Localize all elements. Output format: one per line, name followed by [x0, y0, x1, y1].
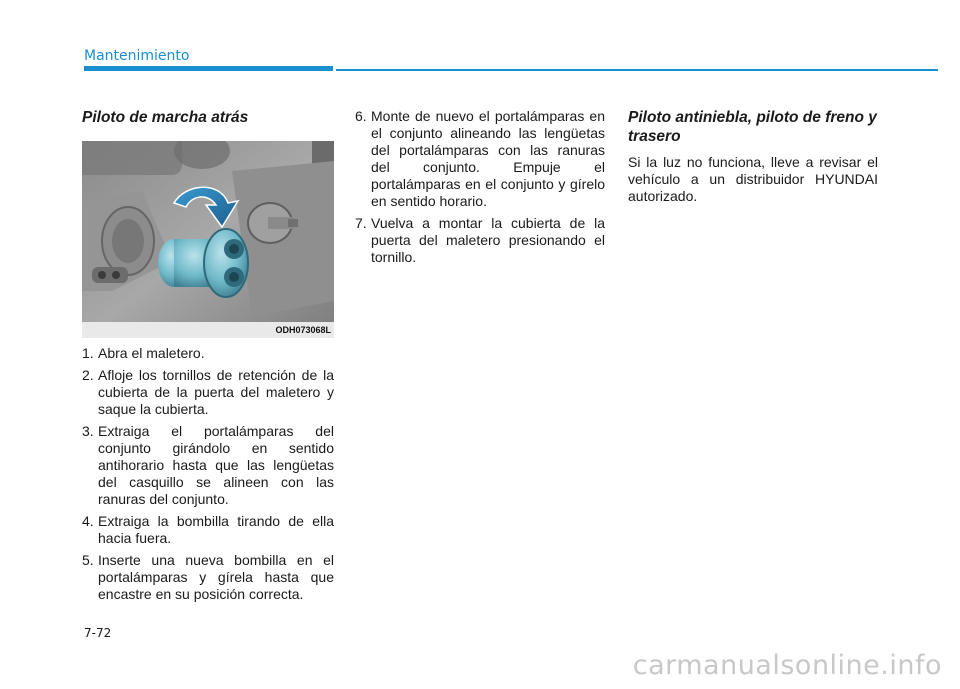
figure-code: ODH073068L: [275, 325, 331, 335]
reverse-light-heading: Piloto de marcha atrás: [82, 109, 249, 126]
list-item: 6. Monte de nuevo el portalámparas en el conjunto alineando las lengüetas del portalámparas con las ranuras del conjunto. Empuje el portalámparas en el conjunto y gírelo en sentido horario.: [355, 108, 605, 209]
list-item: 5. Inserte una nueva bombilla en el portalámparas y gírela hasta que encastre en su posición correcta.: [82, 552, 334, 602]
middle-column: [355, 108, 605, 271]
header-rule-thick: [84, 66, 333, 71]
site-watermark: carmanualsonline.info: [632, 650, 942, 681]
list-item: 7. Vuelva a montar la cubierta de la puerta del maletero presionando el tornillo.: [355, 215, 605, 265]
section-title: Mantenimiento: [84, 48, 190, 64]
header-rule-thin: [336, 69, 938, 71]
fog-brake-tail-heading: Piloto antiniebla, piloto de freno y trasero: [628, 109, 877, 145]
right-column: [628, 108, 878, 205]
list-item: 4. Extraiga la bombilla tirando de ella hacia fuera.: [82, 513, 334, 546]
fog-light-note: Si la luz no funciona, lleve a revisar el vehículo a un distribuidor HYUNDAI autorizado.: [628, 154, 878, 204]
left-step-list: [82, 345, 334, 603]
bulb-socket-illustration: [82, 141, 334, 338]
middle-step-list: [355, 108, 605, 266]
list-item: 2. Afloje los tornillos de retención de la cubierta de la puerta del maletero y saque la cubierta.: [82, 367, 334, 417]
page-number: 7-72: [84, 626, 112, 640]
list-item: 3. Extraiga el portalámparas del conjunto girándolo en sentido antihorario hasta que las lengüetas del casquillo se alineen con las ranuras del conjunto.: [82, 423, 334, 507]
list-item: 1. Abra el maletero.: [82, 345, 205, 361]
left-column: [82, 108, 334, 608]
bulb-socket-figure: [82, 141, 334, 338]
